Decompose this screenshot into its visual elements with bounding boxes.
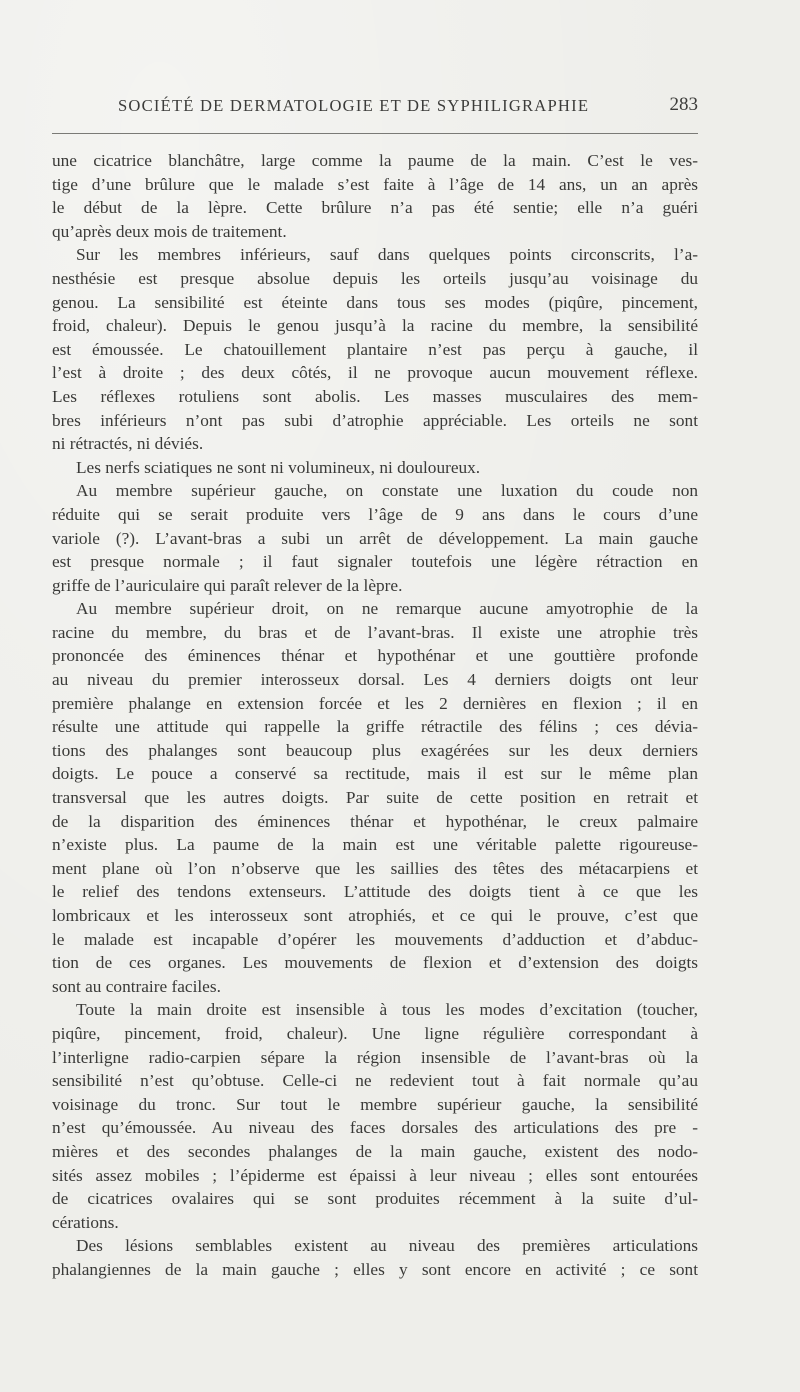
text-line: tions des phalanges sont beaucoup plus exagérées sur les deux derniers [52,740,698,760]
text-line: qu’après deux mois de traitement. [52,221,287,241]
text-line: Les nerfs sciatiques ne sont ni volumineux, ni douloureux. [76,457,481,477]
text-line: n’existe plus. La paume de la main est une véritable palette rigoureuse- [52,835,698,855]
running-head: SOCIÉTÉ DE DERMATOLOGIE ET DE SYPHILIGRAPHIE [118,96,590,115]
text-line: piqûre, pincement, froid, chaleur). Une ligne régulière correspondant à [52,1023,698,1043]
text-line: genou. La sensibilité est éteinte dans tous ses modes (piqûre, pincement, [52,292,698,312]
text-line: ment plane où l’on n’observe que les saillies des têtes des métacarpiens et [52,858,698,878]
header-rule [52,133,698,134]
body-text [52,149,698,1282]
text-line: tige d’une brûlure que le malade s’est faite à l’âge de 14 ans, un an après [52,174,698,194]
text-line: phalangiennes de la main gauche ; elles y sont encore en activité ; ce sont [52,1259,698,1279]
text-line: ni rétractés, ni déviés. [52,434,204,454]
text-line: cérations. [52,1212,119,1232]
text-line: sensibilité n’est qu’obtuse. Celle-ci ne redevient tout à fait normale qu’au [52,1071,698,1091]
text-line: est émoussée. Le chatouillement plantaire n’est pas perçu à gauche, il [52,339,698,359]
text-line: sont au contraire faciles. [52,976,221,996]
text-line: Sur les membres inférieurs, sauf dans quelques points circonscrits, l’a- [76,245,698,265]
text-line: l’est à droite ; des deux côtés, il ne provoque aucun mouvement réflexe. [52,363,698,383]
text-line: réduite qui se serait produite vers l’âge de 9 ans dans le cours d’une [52,504,698,524]
text-line: Des lésions semblables existent au niveau des premières articulations [76,1236,698,1256]
text-line: au niveau du premier interosseux dorsal. Les 4 derniers doigts ont leur [52,670,698,690]
text-line: bres inférieurs n’ont pas subi d’atrophie appréciable. Les orteils ne sont [52,410,698,430]
text-line: le début de la lèpre. Cette brûlure n’a pas été sentie; elle n’a guéri [52,198,698,218]
text-line: doigts. Le pouce a conservé sa rectitude, mais il est sur le même plan [52,764,698,784]
text-line: griffe de l’auriculaire qui paraît relever de la lèpre. [52,575,403,595]
text-line: de cicatrices ovalaires qui se sont produites récemment à la suite d’ul- [52,1189,698,1209]
text-line: Les réflexes rotuliens sont abolis. Les masses musculaires des mem- [52,386,698,406]
text-line: Toute la main droite est insensible à tous les modes d’excitation (toucher, [76,1000,698,1020]
text-line: Au membre supérieur gauche, on constate une luxation du coude non [76,481,698,501]
text-line: variole (?). L’avant-bras a subi un arrêt de développement. La main gauche [52,528,698,548]
text-line: de la disparition des éminences thénar et hypothénar, le creux palmaire [52,811,698,831]
text-line: voisinage du tronc. Sur tout le membre supérieur gauche, la sensibilité [52,1094,698,1114]
text-line: sités assez mobiles ; l’épiderme est épaissi à leur niveau ; elles sont entourées [52,1165,698,1185]
text-line: l’interligne radio-carpien sépare la région insensible de l’avant-bras où la [52,1047,698,1067]
text-line: lombricaux et les interosseux sont atrophiés, et ce qui le prouve, c’est que [52,906,698,925]
text-line: le malade est incapable d’opérer les mouvements d’adduction et d’abduc- [52,929,698,949]
text-line: mières et des secondes phalanges de la main gauche, existent des nodo- [52,1141,698,1161]
page-header [52,96,698,126]
text-line: le relief des tendons extenseurs. L’attitude des doigts tient à ce que les [52,882,698,902]
text-line: une cicatrice blanchâtre, large comme la paume de la main. C’est le ves- [52,151,698,170]
text-line: n’est qu’émoussée. Au niveau des faces dorsales des articulations des pre - [52,1118,698,1138]
text-line: nesthésie est presque absolue depuis les orteils jusqu’au voisinage du [52,268,698,288]
text-line: froid, chaleur). Depuis le genou jusqu’à la racine du membre, la sensibilité [52,316,698,336]
text-line: racine du membre, du bras et de l’avant-bras. Il existe une atrophie très [52,622,698,642]
text-line: tion de ces organes. Les mouvements de flexion et d’extension des doigts [52,953,698,973]
text-line: transversal que les autres doigts. Par suite de cette position en retrait et [52,788,698,808]
page-number: 283 [669,94,698,115]
text-line: est presque normale ; il faut signaler toutefois une légère rétraction en [52,552,698,572]
text-line: résulte une attitude qui rappelle la griffe rétractile des félins ; ces dévia- [52,717,698,737]
text-line: prononcée des éminences thénar et hypothénar et une gouttière profonde [52,646,698,666]
text-line: Au membre supérieur droit, on ne remarque aucune amyotrophie de la [76,599,698,619]
text-line: première phalange en extension forcée et les 2 dernières en flexion ; il en [52,693,698,713]
